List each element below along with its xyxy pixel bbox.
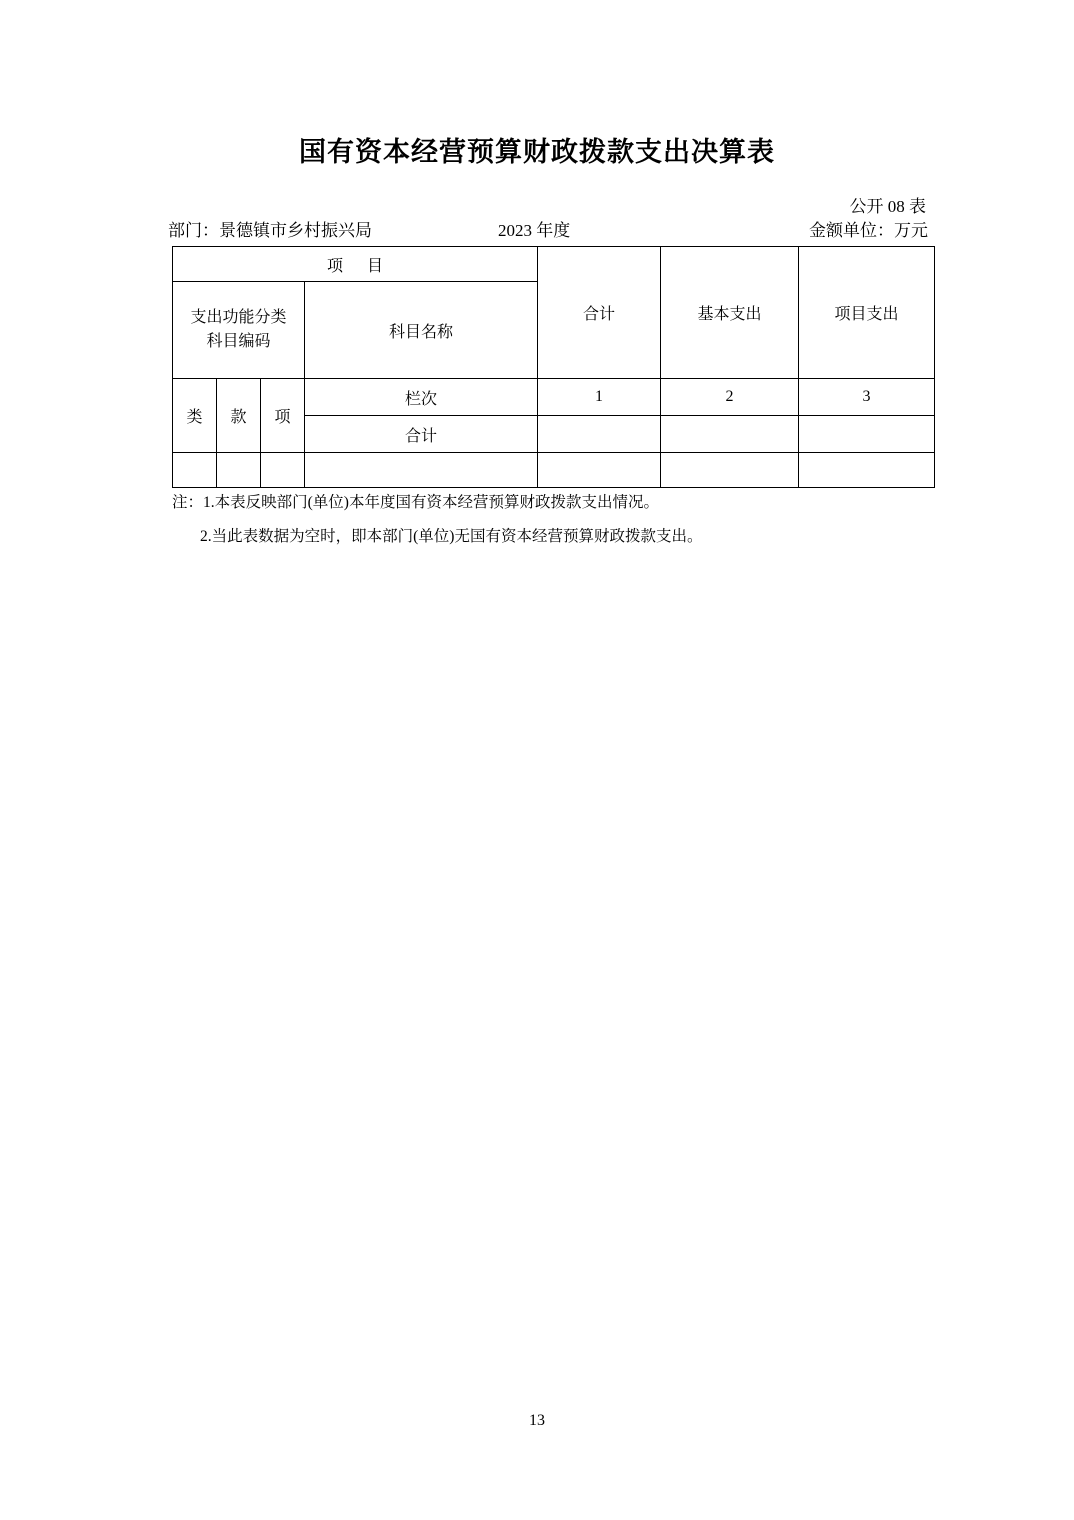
total-value-col2 <box>661 416 799 453</box>
column-number-2: 2 <box>661 379 799 416</box>
fiscal-year-label: 2023 年度 <box>498 221 571 240</box>
page-title: 国有资本经营预算财政拨款支出决算表 <box>299 137 775 168</box>
row-label-total: 合计 <box>305 416 538 453</box>
blank-cell-class <box>173 453 217 488</box>
header-cell-total: 合计 <box>538 247 661 379</box>
total-value-col1 <box>538 416 661 453</box>
header-cell-project-expenditure: 项目支出 <box>799 247 935 379</box>
blank-cell-item <box>261 453 305 488</box>
table-row-project-header <box>173 247 935 282</box>
row-label-columns: 栏次 <box>305 379 538 416</box>
total-value-col3 <box>799 416 935 453</box>
header-cell-function-code <box>173 282 305 379</box>
blank-cell-section <box>217 453 261 488</box>
table-notes <box>172 486 932 554</box>
note-item-1: 注：1.本表反映部门(单位)本年度国有资本经营预算财政拨款支出情况。 <box>172 494 659 511</box>
department-label: 部门：景德镇市乡村振兴局 <box>168 221 372 240</box>
header-cell-project: 项 目 <box>173 247 538 282</box>
document-meta-row <box>168 216 928 240</box>
header-cell-item: 项 <box>261 379 305 453</box>
header-cell-class: 类 <box>173 379 217 453</box>
header-cell-function-code-line1: 支出功能分类 <box>190 309 287 326</box>
header-cell-subject-name: 科目名称 <box>305 282 538 379</box>
note-item-2: 2.当此表数据为空时，即本部门(单位)无国有资本经营预算财政拨款支出。 <box>200 528 703 546</box>
header-cell-section: 款 <box>217 379 261 453</box>
table-row-column-numbers <box>173 379 935 416</box>
column-number-3: 3 <box>799 379 935 416</box>
blank-cell-project <box>799 453 935 488</box>
budget-expenditure-table <box>172 246 935 488</box>
table-row-blank <box>173 453 935 488</box>
blank-cell-basic <box>661 453 799 488</box>
form-code-label: 公开 08 表 <box>849 197 926 216</box>
blank-cell-total <box>538 453 661 488</box>
header-cell-function-code-line2: 科目编码 <box>206 333 271 350</box>
page-number: 13 <box>529 1412 545 1429</box>
amount-unit-label: 金额单位：万元 <box>809 221 928 240</box>
column-number-1: 1 <box>538 379 661 416</box>
header-cell-basic-expenditure: 基本支出 <box>661 247 799 379</box>
blank-cell-subject-name <box>305 453 538 488</box>
